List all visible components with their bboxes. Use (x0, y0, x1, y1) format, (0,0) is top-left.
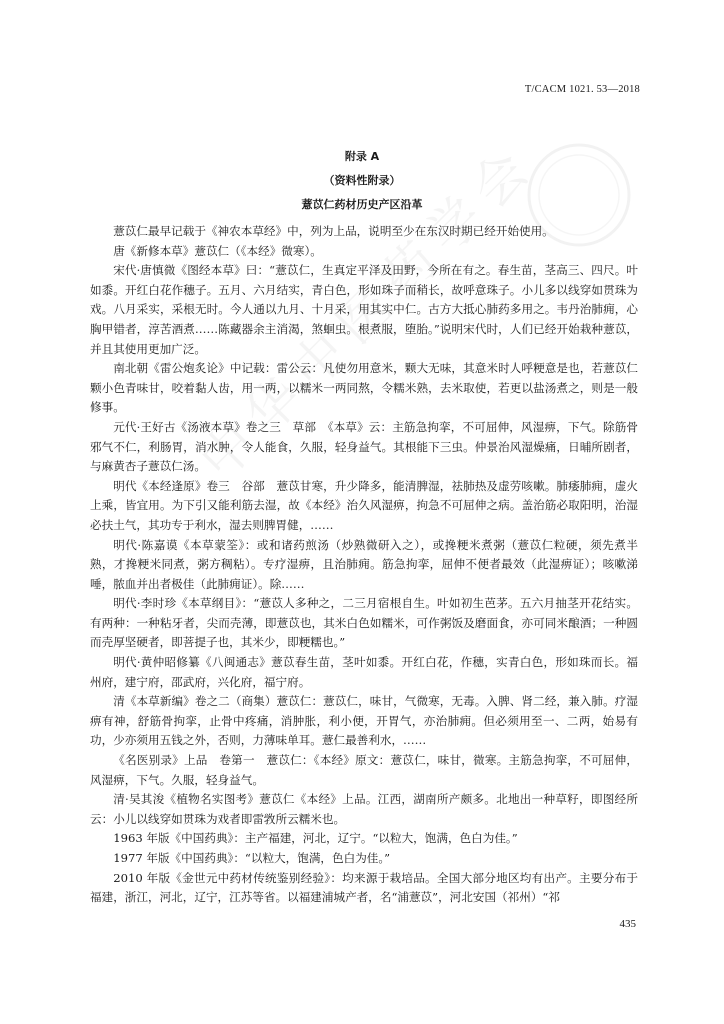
paragraph: 1963 年版《中国药典》：主产福建，河北，辽宁。“以粒大，饱满，色白为佳。” (113, 831, 518, 846)
paragraph: 明代·李时珍《本草纲目》：“薏苡人多种之，二三月宿根自生。叶如初生芭茅。五六月抽茎开花结实。有两种：一种粘牙者，尖而壳薄，即薏苡也，其米白色如糯米，可作粥饭及磨面食，亦可同米酿酒；一种圆而壳厚坚硬者，即菩提子也，其米少，即粳糯也。” (90, 596, 638, 650)
paragraph: 薏苡仁最早记载于《神农本草经》中，列为上品，说明至少在东汉时期已经开始使用。 (113, 224, 554, 238)
standard-code: T/CACM 1021. 53—2018 (524, 84, 640, 95)
paragraph: 明代·黄仲昭修纂《八闽通志》薏苡春生苗，茎叶如黍。开红白花，作穗，实青白色，形如珠而长。福州府，建宁府，邵武府，兴化府，福宁府。 (90, 655, 638, 689)
paragraph: 宋代·唐慎微《图经本草》曰：“薏苡仁，生真定平泽及田野，今所在有之。春生苗，茎高三、四尺。叶如黍。开红白花作穗子。五月、六月结实，青白色，形如珠子而稍长，故呼意珠子。小儿多以线穿如贯珠为戏。八月采实，采根无时。今人通以九月、十月采，用其实中仁。古方大抵心肺药多用之。韦丹治肺痈，心胸甲错者，淳苦酒煮……陈藏器余主消渴，煞蛔虫。根煮服，堕胎。”说明宋代时，人们已经开始栽种薏苡，并且其使用更加广泛。 (90, 263, 638, 356)
paragraph: 1977 年版《中国药典》：“以粒大，饱满，色白为佳。” (113, 851, 391, 865)
paragraph: 唐《新修本草》薏苡仁（《本经》微寒）。 (113, 243, 322, 258)
paragraph: 清·吴其浚《植物名实图考》薏苡仁《本经》上品。江西，湖南所产颇多。北地出一种草籽，即图经所云：小儿以线穿如贯珠为戏者即雷敩所云糯米也。 (90, 792, 638, 826)
body-text (90, 222, 638, 908)
paragraph: 清《本草新编》卷之二（商集）薏苡仁：薏苡仁，味甘，气微寒，无毒。入脾、肾二经，兼入肺。疗湿痹有神，舒筋骨拘挛，止骨中疼痛，消肿胀，利小便，开胃气，亦治肺痈。但必须用至一、二两，始易有功，少亦须用五钱之外，否则，力薄味单耳。薏仁最善利水，…… (90, 694, 638, 748)
appendix-title: 薏苡仁药材历史产区沿革 (301, 198, 423, 211)
paragraph: 南北朝《雷公炮炙论》中记载：雷公云：凡使勿用意米，颗大无味，其意米时人呼粳意是也，若薏苡仁颗小色青味甘，咬着黏人齿，用一两，以糯米一两同熬，令糯米熟，去米取使，若更以盐汤煮之，则是一般修事。 (90, 361, 638, 415)
page-number: 435 (619, 918, 636, 930)
paragraph: 明代·陈嘉谟《本草蒙筌》：或和诸药煎汤（炒熟微研入之），或搀粳米煮粥（薏苡仁粒硬，须先煮半熟，才搀粳米同煮，粥方稠粘）。专疗湿痹，且治肺痈。筋急拘挛，屈伸不便者最效（此湿痹证）；咳嗽涕唾，脓血并出者极佳（此肺痈证）。除…… (90, 537, 638, 591)
paragraph: 2010 年版《金世元中药材传统鉴别经验》：均来源于栽培品。全国大部分地区均有出产。主要分布于福建，浙江，河北，辽宁，江苏等省。以福建浦城产者，名“浦薏苡”，河北安国（祁州）“祁 (90, 870, 638, 905)
paragraph: 《名医别录》上品 卷第一 薏苡仁：《本经》原文：薏苡仁，味甘，微寒。主筋急拘挛，不可屈伸，风湿痹，下气。久服，轻身益气。 (90, 753, 638, 787)
paragraph: 元代·王好古《汤液本草》卷之三 草部 《本草》云：主筋急拘挛，不可屈伸，风湿痹，下气。除筋骨邪气不仁，利肠胃，消水肿，令人能食，久服，轻身益气。其根能下三虫。仲景治风湿燥痛，日晡所剧者，与麻黄杏子薏苡仁汤。 (90, 419, 638, 474)
appendix-type: （资料性附录） (323, 174, 401, 187)
appendix-heading: 附录 A (344, 150, 380, 163)
paragraph: 明代《本经逢原》卷三 谷部 薏苡甘寒，升少降多，能清脾湿，祛肺热及虚劳咳嗽。肺痿肺痈，虚火上乘，皆宜用。为下引又能利筋去湿，故《本经》治久风湿痹，拘急不可屈伸之病。盖治筋必取阳明，治湿必扶土气，其功专于利水，湿去则脾胃健，…… (90, 478, 638, 532)
